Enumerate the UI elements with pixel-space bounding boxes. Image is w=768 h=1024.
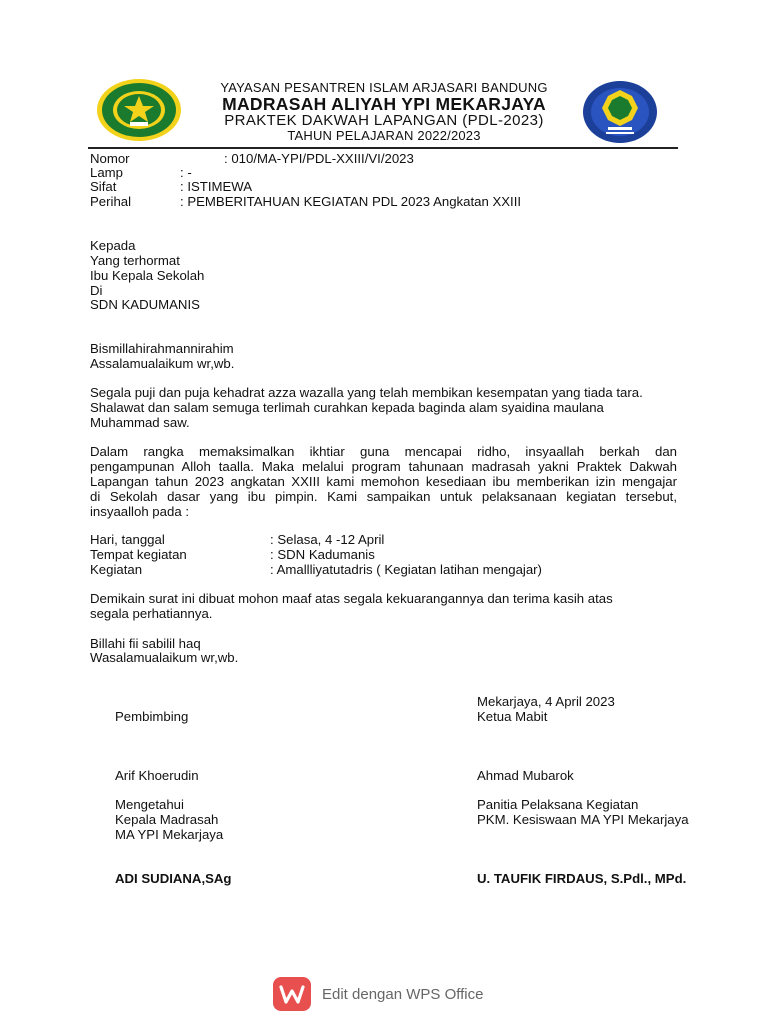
wps-logo-icon[interactable] bbox=[273, 977, 311, 1011]
paragraph-line: Lapangan tahun 2023 angkatan XXIII kami memohon kesediaan ibu memberikan izin mengajar bbox=[90, 474, 677, 489]
meta-label: Lamp bbox=[90, 165, 123, 180]
left-ack-line: MA YPI Mekarjaya bbox=[115, 827, 224, 842]
header-divider bbox=[88, 147, 678, 149]
header-program: PRAKTEK DAKWAH LAPANGAN (PDL-2023) bbox=[224, 112, 544, 129]
right-role: Ketua Mabit bbox=[477, 709, 548, 724]
paragraph-line: pengampunan Alloh taalla. Maka melalui program tahunaan madrasah yakni Praktek Dakwah bbox=[90, 459, 677, 474]
left-signer-name: Arif Khoerudin bbox=[115, 768, 199, 783]
right-ack-line: Panitia Pelaksana Kegiatan bbox=[477, 797, 639, 812]
meta-value: : ISTIMEWA bbox=[180, 179, 253, 194]
paragraph-line: Muhammad saw. bbox=[90, 415, 190, 430]
right-signer-name: Ahmad Mubarok bbox=[477, 768, 574, 783]
paragraph-line: insyaalloh pada : bbox=[90, 504, 189, 519]
detail-value: : Amallliyatutadris ( Kegiatan latihan mengajar) bbox=[270, 562, 542, 577]
meta-value: : - bbox=[180, 165, 192, 180]
right-official-name: U. TAUFIK FIRDAUS, S.Pdl., MPd. bbox=[477, 871, 687, 886]
detail-value: : SDN Kadumanis bbox=[270, 547, 375, 562]
meta-value: : 010/MA-YPI/PDL-XXIII/VI/2023 bbox=[224, 151, 414, 166]
recipient-line: Yang terhormat bbox=[90, 253, 180, 268]
paragraph-line: Shalawat dan salam semuga terlimah curahkan kepada baginda alam syaidina maulana bbox=[90, 400, 604, 415]
opening-line: Bismillahirahmannirahim bbox=[90, 341, 234, 356]
meta-label: Nomor bbox=[90, 151, 130, 166]
place-date: Mekarjaya, 4 April 2023 bbox=[477, 694, 615, 709]
paragraph-line: Demikain surat ini dibuat mohon maaf atas segala kekuarangannya dan terima kasih atas bbox=[90, 591, 613, 606]
closing-line: Billahi fii sabilil haq bbox=[90, 636, 201, 651]
detail-value: : Selasa, 4 -12 April bbox=[270, 532, 385, 547]
recipient-line: Di bbox=[90, 283, 103, 298]
recipient-line: SDN KADUMANIS bbox=[90, 297, 200, 312]
header-academic-year: TAHUN PELAJARAN 2022/2023 bbox=[287, 128, 481, 143]
right-ack-line: PKM. Kesiswaan MA YPI Mekarjaya bbox=[477, 812, 689, 827]
opening-line: Assalamualaikum wr,wb. bbox=[90, 356, 235, 371]
wps-edit-link[interactable]: Edit dengan WPS Office bbox=[322, 986, 484, 1003]
header-foundation: YAYASAN PESANTREN ISLAM ARJASARI BANDUNG bbox=[220, 80, 548, 95]
header-school-name: MADRASAH ALIYAH YPI MEKARJAYA bbox=[222, 94, 546, 114]
detail-label: Kegiatan bbox=[90, 562, 143, 577]
recipient-line: Kepada bbox=[90, 238, 136, 253]
left-role: Pembimbing bbox=[115, 709, 189, 724]
left-ack-line: Kepala Madrasah bbox=[115, 812, 219, 827]
paragraph-line: Segala puji dan puja kehadrat azza wazalla yang telah membikan kesempatan yang tiada tara. bbox=[90, 385, 643, 400]
recipient-line: Ibu Kepala Sekolah bbox=[90, 268, 205, 283]
detail-label: Hari, tanggal bbox=[90, 532, 165, 547]
meta-label: Perihal bbox=[90, 194, 132, 209]
left-ack-line: Mengetahui bbox=[115, 797, 184, 812]
paragraph-line: segala perhatiannya. bbox=[90, 606, 213, 621]
meta-label: Sifat bbox=[90, 179, 117, 194]
left-official-name: ADI SUDIANA,SAg bbox=[115, 871, 232, 886]
meta-value: : PEMBERITAHUAN KEGIATAN PDL 2023 Angkatan XXIII bbox=[180, 194, 522, 209]
closing-line: Wasalamualaikum wr,wb. bbox=[90, 650, 239, 665]
paragraph-2 bbox=[90, 444, 677, 519]
paragraph-line: Dalam rangka memaksimalkan ikhtiar guna mencapai ridho, insyaallah berkah dan bbox=[90, 444, 677, 459]
detail-label: Tempat kegiatan bbox=[90, 547, 187, 562]
paragraph-line: di Sekolah dasar yang ibu pimpin. Kami sampaikan untuk pelaksanaan kegiatan tersebut, bbox=[90, 489, 677, 504]
